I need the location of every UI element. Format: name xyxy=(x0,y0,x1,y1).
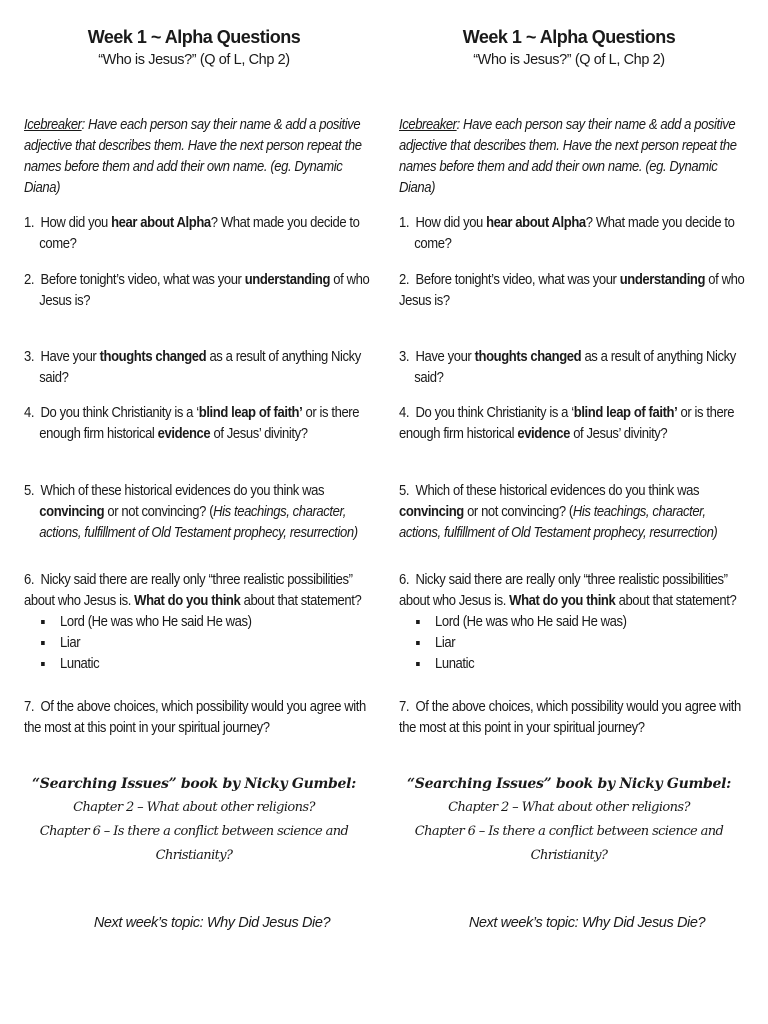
question-emphasis: evidence xyxy=(517,426,570,442)
question-text: or is there enough firm historical xyxy=(39,405,360,442)
question-text: about that statement? xyxy=(240,593,362,609)
question-text: Before tonight’s video, what was your xyxy=(415,272,620,288)
option-label: Lord (He was who He said He was) xyxy=(60,614,252,630)
question-text: Have your xyxy=(415,349,475,365)
question-emphasis: understanding xyxy=(619,272,706,288)
question-text: Which of these historical evidences do you think was xyxy=(40,483,325,499)
question-text: Nicky said there are really only “three realistic possibilities” about who Jesus is. xyxy=(24,572,353,609)
option-liar xyxy=(24,633,373,654)
question-text: or not convincing? ( xyxy=(463,504,573,520)
book-title: “Searching Issues” book by Nicky Gumbel: xyxy=(32,776,356,792)
question-text: of who Jesus is? xyxy=(399,272,745,309)
next-week-topic: Next week’s topic: Why Did Jesus Die? xyxy=(468,915,706,931)
question-text: Have your xyxy=(40,349,100,365)
question-number: 2. xyxy=(399,272,410,288)
question-number: 3. xyxy=(24,349,35,365)
option-lunatic xyxy=(399,654,748,675)
icebreaker xyxy=(24,115,373,199)
bullet-icon xyxy=(41,620,45,624)
bullet-icon xyxy=(41,641,45,645)
option-lord xyxy=(24,612,373,633)
question-2 xyxy=(24,270,389,312)
next-week-topic: Next week’s topic: Why Did Jesus Die? xyxy=(93,915,331,931)
question-3 xyxy=(24,347,389,389)
question-1 xyxy=(24,213,389,255)
question-number: 5. xyxy=(24,483,35,499)
question-number: 4. xyxy=(24,405,35,421)
bullet-icon xyxy=(416,641,420,645)
question-emphasis: What do you think xyxy=(509,593,616,609)
question-number: 6. xyxy=(24,572,35,588)
question-emphasis: convincing xyxy=(39,504,105,520)
question-emphasis: blind leap of faith’ xyxy=(573,405,678,421)
question-text: as a result of anything Nicky said? xyxy=(414,349,736,386)
question-text: Do you think Christianity is a ‘ xyxy=(415,405,574,421)
question-emphasis: hear about Alpha xyxy=(486,215,586,231)
question-text: Do you think Christianity is a ‘ xyxy=(40,405,199,421)
question-text: Of the above choices, which possibility would you agree with the most at this point in your spiritual journey? xyxy=(399,699,741,736)
question-1 xyxy=(399,213,764,255)
question-text: ? What made you decide to come? xyxy=(414,215,735,252)
question-number: 3. xyxy=(399,349,410,365)
question-number: 5. xyxy=(399,483,410,499)
book-chapter: Chapter 2 – What about other religions? xyxy=(448,800,690,815)
option-label: Liar xyxy=(60,635,81,651)
page-title: Week 1 ~ Alpha Questions xyxy=(462,27,676,47)
bullet-icon xyxy=(41,662,45,666)
question-number: 2. xyxy=(24,272,35,288)
options-list xyxy=(399,612,748,675)
book-reference xyxy=(399,772,739,868)
icebreaker-label: Icebreaker xyxy=(399,117,457,133)
question-4 xyxy=(24,403,389,445)
question-emphasis: thoughts changed xyxy=(474,349,582,365)
question-text: ? What made you decide to come? xyxy=(39,215,360,252)
option-label: Liar xyxy=(435,635,456,651)
question-7 xyxy=(24,697,373,739)
icebreaker-text: : Have each person say their name & add a positive adjective that describes them. Have the next person repeat the names before them and add their own name. (eg. Dynamic Diana) xyxy=(24,117,362,196)
question-emphasis: convincing xyxy=(399,504,464,520)
question-text: How did you xyxy=(40,215,112,231)
bullet-icon xyxy=(416,620,420,624)
option-label: Lunatic xyxy=(435,656,475,672)
option-label: Lunatic xyxy=(60,656,100,672)
option-lord xyxy=(399,612,748,633)
question-number: 4. xyxy=(399,405,410,421)
question-3 xyxy=(399,347,764,389)
question-text: Before tonight’s video, what was your xyxy=(40,272,245,288)
question-emphasis: hear about Alpha xyxy=(111,215,211,231)
question-number: 1. xyxy=(399,215,410,231)
question-emphasis: blind leap of faith’ xyxy=(198,405,303,421)
question-number: 6. xyxy=(399,572,410,588)
page-title: Week 1 ~ Alpha Questions xyxy=(87,27,301,47)
question-emphasis: evidence xyxy=(157,426,211,442)
handout-left xyxy=(24,0,374,1024)
question-text: or not convincing? ( xyxy=(104,504,214,520)
question-text: Of the above choices, which possibility would you agree with the most at this point in your spiritual journey? xyxy=(24,699,366,736)
bullet-icon xyxy=(416,662,420,666)
book-chapter: Chapter 2 – What about other religions? xyxy=(73,800,315,815)
question-text: of Jesus’ divinity? xyxy=(210,426,308,442)
book-chapter: Chapter 6 – Is there a conflict between science and Christianity? xyxy=(39,824,349,863)
question-6 xyxy=(24,570,373,675)
question-examples: His teachings, character, actions, fulfillment of Old Testament prophecy, resurrection) xyxy=(399,504,718,541)
icebreaker-label: Icebreaker xyxy=(24,117,82,133)
question-text: How did you xyxy=(415,215,487,231)
question-text: as a result of anything Nicky said? xyxy=(39,349,361,386)
book-reference xyxy=(24,772,364,868)
question-5 xyxy=(399,481,748,544)
question-emphasis: What do you think xyxy=(134,593,241,609)
question-5 xyxy=(24,481,389,544)
book-chapter: Chapter 6 – Is there a conflict between science and Christianity? xyxy=(414,824,724,863)
option-label: Lord (He was who He said He was) xyxy=(435,614,627,630)
question-text: of who Jesus is? xyxy=(39,272,370,309)
question-6 xyxy=(399,570,748,675)
icebreaker-text: : Have each person say their name & add a positive adjective that describes them. Have the next person repeat the names before them and add their own name. (eg. Dynamic Diana) xyxy=(399,117,737,196)
question-text: of Jesus’ divinity? xyxy=(569,426,668,442)
question-emphasis: thoughts changed xyxy=(99,349,207,365)
question-text: Nicky said there are really only “three realistic possibilities” about who Jesus is. xyxy=(399,572,728,609)
question-number: 7. xyxy=(399,699,410,715)
handout-right xyxy=(399,0,749,1024)
page-subtitle: “Who is Jesus?” (Q of L, Chp 2) xyxy=(473,52,665,68)
question-text: Which of these historical evidences do you think was xyxy=(415,483,700,499)
options-list xyxy=(24,612,373,675)
question-4 xyxy=(399,403,748,445)
question-2 xyxy=(399,270,748,312)
icebreaker xyxy=(399,115,748,199)
question-7 xyxy=(399,697,748,739)
option-liar xyxy=(399,633,748,654)
question-number: 1. xyxy=(24,215,35,231)
question-text: or is there enough firm historical xyxy=(399,405,735,442)
question-number: 7. xyxy=(24,699,35,715)
book-title: “Searching Issues” book by Nicky Gumbel: xyxy=(407,776,731,792)
page-subtitle: “Who is Jesus?” (Q of L, Chp 2) xyxy=(98,52,290,68)
option-lunatic xyxy=(24,654,373,675)
question-examples: His teachings, character, actions, fulfillment of Old Testament prophecy, resurrection) xyxy=(39,504,358,541)
question-emphasis: understanding xyxy=(244,272,331,288)
question-text: about that statement? xyxy=(615,593,737,609)
